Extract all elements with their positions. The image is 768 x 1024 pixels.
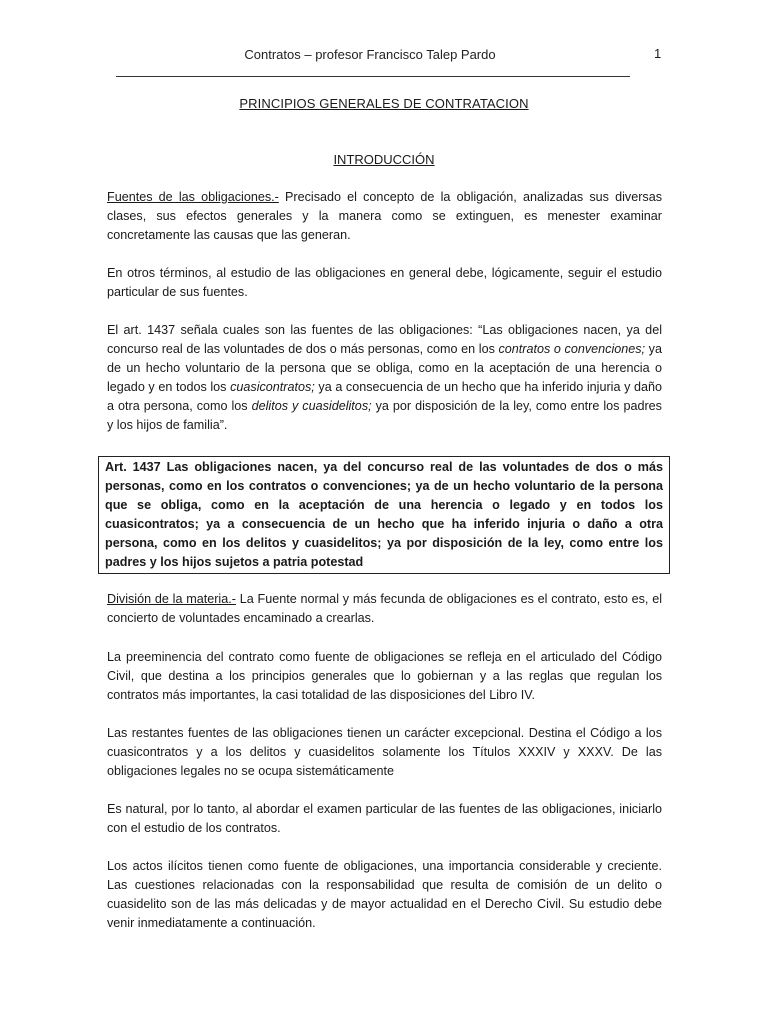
italic-run: contratos o convenciones; xyxy=(498,342,646,356)
paragraph-heading: Fuentes de las obligaciones.- xyxy=(107,190,279,204)
paragraph-restantes-fuentes: Las restantes fuentes de las obligaciones tienen un carácter excepcional. Destina el Código a los cuasicontratos y a los delitos y cuasidelitos solamente los Títulos XXXIV y XXXV. De las obligaciones legales no se ocupa sistemáticamente xyxy=(107,726,662,778)
text-run: El art. 1437 señala cuales son las fuentes de las obligaciones: “Las obligaciones nacen, ya del concurso real de las voluntades de dos o más personas, como en los xyxy=(107,323,662,356)
article-quote-box: Art. 1437 Las obligaciones nacen, ya del concurso real de las voluntades de dos o más personas, como en los contratos o convenciones; ya de un hecho voluntario de la persona que se obliga, como en la aceptación de una herencia o legado y en todos los cuasicontratos; ya a consecuencia de un hecho que ha inferido injuria o daño a otra persona, como en los delitos y cuasidelitos; ya por disposición de la ley, como entre los padres y los hijos sujetos a patria potestad xyxy=(98,456,670,574)
header-title: Contratos – profesor Francisco Talep Pardo xyxy=(244,47,496,62)
page-number: 1 xyxy=(654,46,662,61)
paragraph-art-1437 xyxy=(107,321,662,435)
paragraph-text: Precisado el concepto de la obligación, analizadas sus diversas clases, sus efectos generales y la manera como se extinguen, es menester examinar concretamente las causas que las generan. xyxy=(107,190,662,242)
paragraph-preeminencia: La preeminencia del contrato como fuente de obligaciones se refleja en el articulado del Código Civil, que destina a los principios generales que lo gobiernan y a las reglas que regulan los contratos más importantes, la casi totalidad de las disposiciones del Libro IV. xyxy=(107,650,662,702)
paragraph-text: La Fuente normal y más fecunda de obligaciones es el contrato, esto es, el concierto de voluntades encaminado a crearlas. xyxy=(107,592,662,625)
text-run: ya de un hecho voluntario de la persona que se obliga, como en la aceptación de una herencia o legado y en todos los xyxy=(107,342,662,394)
section-title: INTRODUCCIÓN xyxy=(333,152,435,167)
header-divider xyxy=(116,76,630,77)
paragraph-division-materia xyxy=(107,590,662,628)
italic-run: cuasicontratos; xyxy=(230,380,315,394)
text-run: ya por disposición de la ley, como entre los padres y los hijos de familia”. xyxy=(107,399,662,432)
text-run: ya a consecuencia de un hecho que ha inferido injuria y daño a otra persona, como los xyxy=(107,380,663,413)
document-title: PRINCIPIOS GENERALES DE CONTRATACION xyxy=(239,96,529,111)
italic-run: delitos y cuasidelitos; xyxy=(251,399,372,413)
paragraph-es-natural: Es natural, por lo tanto, al abordar el examen particular de las fuentes de las obligaciones, iniciarlo con el estudio de los contratos. xyxy=(107,802,662,835)
paragraph-actos-ilicitos: Los actos ilícitos tienen como fuente de obligaciones, una importancia considerable y creciente. Las cuestiones relacionadas con la responsabilidad que resulta de comisión de un delito o cuasidelito son de las más delicadas y de mayor actualidad en el Derecho Civil. Su estudio debe venir inmediatamente a continuación. xyxy=(107,859,662,930)
paragraph-fuentes xyxy=(107,188,662,245)
paragraph-heading: División de la materia.- xyxy=(107,592,236,606)
paragraph-otros-terminos: En otros términos, al estudio de las obligaciones en general debe, lógicamente, seguir el estudio particular de sus fuentes. xyxy=(107,266,662,299)
